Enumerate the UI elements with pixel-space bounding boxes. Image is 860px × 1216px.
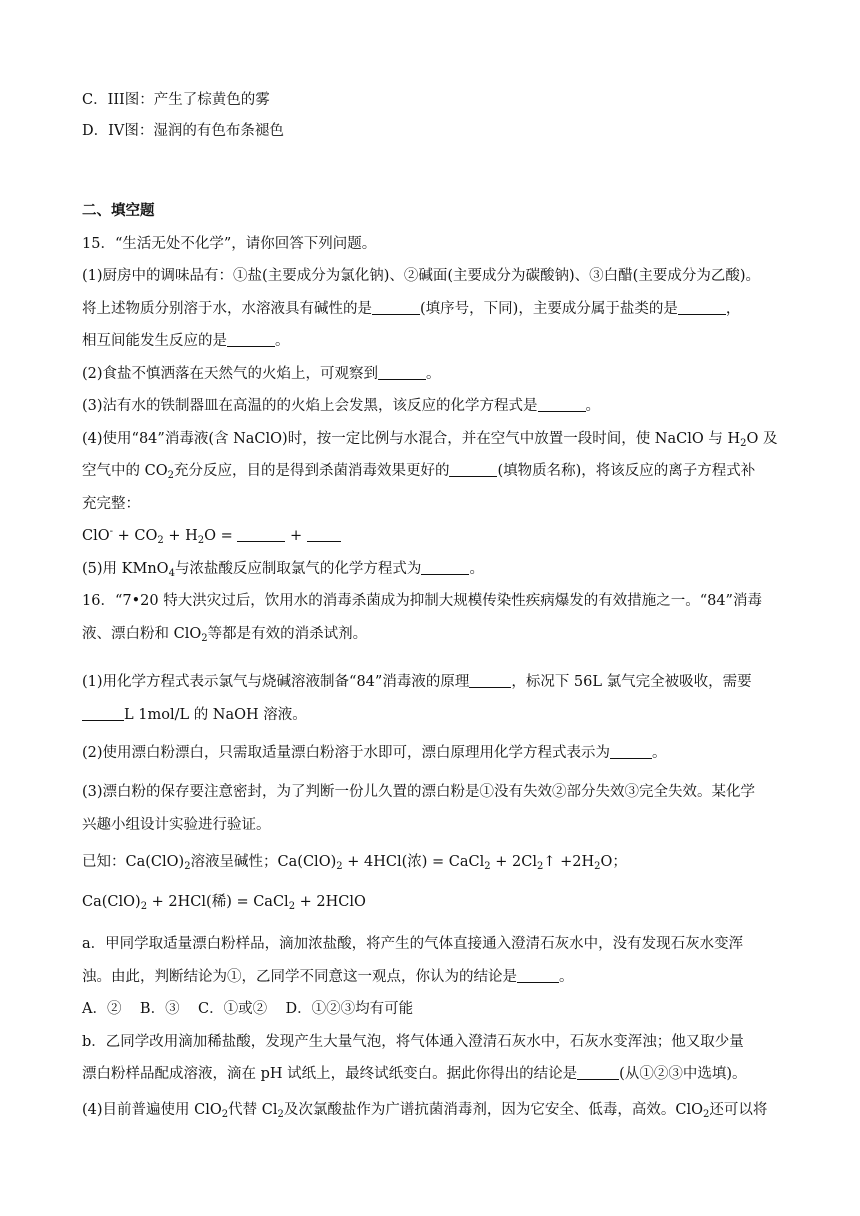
q16-part4-line1: (4)目前普遍使用 ClO$_2$代替 $Cl_2$及次氯酸盐作为广谱抗菌消毒剂，因为它安全、低毒，高效。ClO$_2$还可以将 xyxy=(82,1102,768,1120)
q15-part4-line3: 充完整： xyxy=(82,496,140,512)
q15-part5: (5)用 KMnO$_4$与浓盐酸反应制取氯气的化学方程式为 。 xyxy=(82,561,484,579)
q16-part1-line1: (1)用化学方程式表示氯气与烧碱溶液制备“84”消毒液的原理 ，标况下 56L 氯气完全被吸收，需要 xyxy=(82,674,752,690)
q16-part3-line1: (3)漂白粉的保存要注意密封，为了判断一份儿久置的漂白粉是①没有失效②部分失效③完全失效。某化学 xyxy=(82,784,756,800)
q15-part1-line2: 将上述物质分别溶于水，水溶液具有碱性的是 (填序号，下同)，主要成分属于盐类的是 ， xyxy=(82,301,741,317)
answer-blank[interactable] xyxy=(449,462,497,477)
option-c: C．III图：产生了棕黄色的雾 xyxy=(82,92,270,108)
q16-a-line2: 浊。由此，判断结论为①，乙同学不同意这一观点，你认为的结论是 。 xyxy=(82,969,574,985)
known-equations-1: 已知：$Ca(ClO)_2$溶液呈碱性；$Ca(ClO)_2 + 4HCl$(浓) = CaCl$_2$ + $2Cl_2↑ +2H_2O$； xyxy=(82,854,627,872)
question-15-stem: 15．“生活无处不化学”，请你回答下列问题。 xyxy=(82,236,377,252)
q16-part2: (2)使用漂白粉漂白，只需取适量漂白粉溶于水即可，漂白原理用化学方程式表示为 。 xyxy=(82,745,667,761)
answer-blank[interactable] xyxy=(227,332,275,347)
answer-blank[interactable] xyxy=(421,560,469,575)
q16-part3-line2: 兴趣小组设计实验进行验证。 xyxy=(82,817,271,833)
section-heading: 二、填空题 xyxy=(82,202,155,219)
q15-part4-line1: (4)使用“84”消毒液(含 NaClO)时，按一定比例与水混合，并在空气中放置一段时间，使 NaClO 与 $H_2O$ 及 xyxy=(82,431,778,449)
answer-blank[interactable] xyxy=(517,968,559,983)
answer-blank[interactable] xyxy=(577,1065,619,1080)
q15-part4-line2: 空气中的 $CO_2$充分反应，目的是得到杀菌消毒效果更好的 (填物质名称)，将该反应的离子方程式补 xyxy=(82,463,756,481)
q15-part1-line3: 相互间能发生反应的是 。 xyxy=(82,333,290,349)
question-16-stem-line2: 液、漂白粉和 ClO$_2$等都是有效的消杀试剂。 xyxy=(82,626,368,644)
q16-part1-line2: L 1mol/L 的 NaOH 溶液。 xyxy=(82,705,307,725)
q15-part2: (2)食盐不慎洒落在天然气的火焰上，可观察到 。 xyxy=(82,366,441,382)
answer-blank[interactable] xyxy=(82,706,124,721)
q16-b-line1: b．乙同学改用滴加稀盐酸，发现产生大量气泡，将气体通入澄清石灰水中，石灰水变浑浊；他又取少量 xyxy=(82,1034,744,1050)
answer-blank[interactable] xyxy=(237,527,285,542)
answer-blank[interactable] xyxy=(610,744,652,759)
q16-a-options: A．② B．③ C．①或② D．①②③均有可能 xyxy=(82,1001,414,1017)
answer-blank[interactable] xyxy=(538,397,586,412)
q16-b-line2: 漂白粉样品配成溶液，滴在 pH 试纸上，最终试纸变白。据此你得出的结论是 (从①②③中选填)。 xyxy=(82,1066,747,1082)
answer-blank[interactable] xyxy=(678,300,726,315)
q15-part1-line1: (1)厨房中的调味品有：①盐(主要成分为氯化钠)、②碱面(主要成分为碳酸钠)、③白醋(主要成分为乙酸)。 xyxy=(82,268,760,284)
answer-blank[interactable] xyxy=(307,527,341,542)
known-equations-2: $Ca(ClO)_2 + 2HCl$(稀) = CaCl$_2$ + 2HClO xyxy=(82,894,366,912)
q15-part3: (3)沾有水的铁制器皿在高温的的火焰上会发黑，该反应的化学方程式是 。 xyxy=(82,398,601,414)
ionic-equation: $ClO^- + CO_2 + H_2O$ = + xyxy=(82,526,341,546)
question-16-stem-line1: 16．“7•20 特大洪灾过后，饮用水的消毒杀菌成为抑制大规模传染性疾病爆发的有效措施之一。“84”消毒 xyxy=(82,593,762,609)
option-d: D．IV图：湿润的有色布条褪色 xyxy=(82,123,284,139)
q16-a-line1: a．甲同学取适量漂白粉样品，滴加浓盐酸，将产生的气体直接通入澄清石灰水中，没有发现石灰水变浑 xyxy=(82,936,744,952)
answer-blank[interactable] xyxy=(469,673,511,688)
answer-blank[interactable] xyxy=(378,365,426,380)
answer-blank[interactable] xyxy=(372,300,420,315)
